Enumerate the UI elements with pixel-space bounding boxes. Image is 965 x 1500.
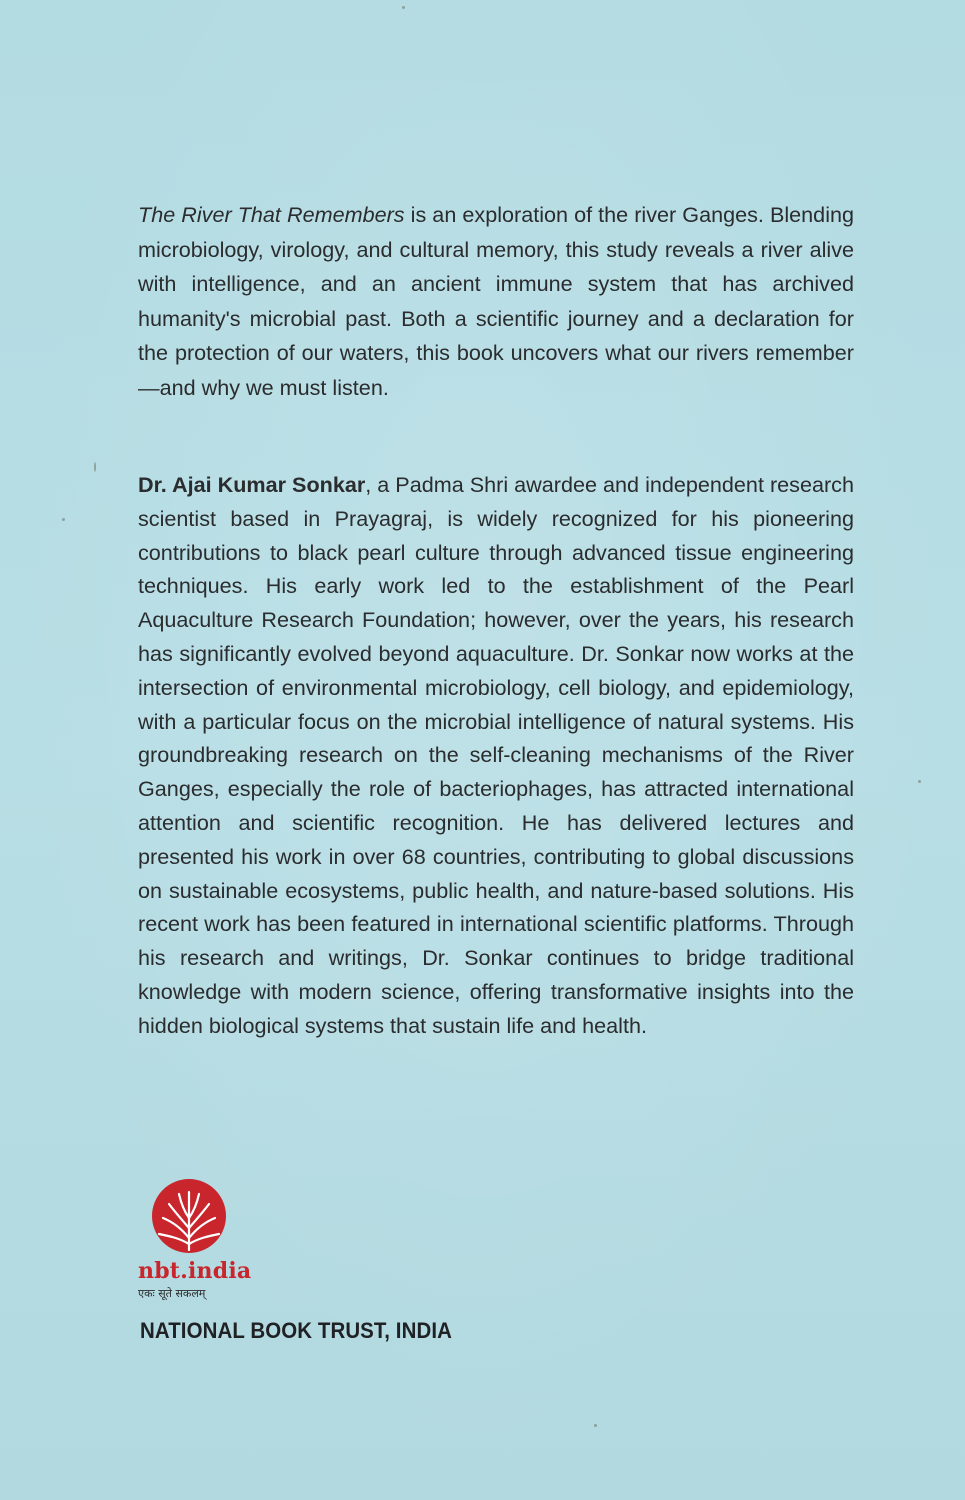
author-bio [138, 468, 854, 1043]
blurb-text: is an exploration of the river Ganges. Blending microbiology, virology, and cultural memory, this study reveals a river alive with intelligence, and an ancient immune system that has archived humanity's microbial past. Both a scientific journey and a declaration for the protection of our waters, this book uncovers what our rivers remember—and why we must listen. [138, 202, 855, 400]
paper-speck [94, 462, 96, 472]
tree-emblem-icon [151, 1178, 227, 1254]
paper-speck [918, 780, 921, 783]
paper-speck [62, 518, 65, 521]
publisher-logo [138, 1178, 278, 1308]
logo-tagline: एकः सूते सकलम् [138, 1287, 206, 1300]
author-bio-text: , a Padma Shri awardee and independent research scientist based in Prayagraj, is widely recognized for his pioneering contributions to black pearl culture through advanced tissue engineering techniques. His early work led to the establishment of the Pearl Aquaculture Research Foundation; however, over the years, his research has significantly evolved beyond aquaculture. Dr. Sonkar now works at the intersection of environmental microbiology, cell biology, and epidemiology, with a particular focus on the microbial intelligence of natural systems. His groundbreaking research on the self-cleaning mechanisms of the River Ganges, especially the role of bacteriophages, has attracted international attention and scientific recognition. He has delivered lectures and presented his work in over 68 countries, contributing to global discussions on sustainable ecosystems, public health, and nature-based solutions. His recent work has been featured in international scientific platforms. Through his research and writings, Dr. Sonkar continues to bridge traditional knowledge with modern science, offering transformative insights into the hidden biological systems that sustain life and health. [138, 472, 854, 1038]
author-name: Dr. Ajai Kumar Sonkar [138, 472, 366, 497]
paper-speck [402, 6, 405, 9]
paper-speck [594, 1424, 597, 1427]
publisher-name: NATIONAL BOOK TRUST, INDIA [140, 1318, 452, 1343]
book-title: The River That Remembers [138, 202, 405, 227]
logo-wordmark: nbt.india [138, 1258, 252, 1284]
book-blurb [138, 198, 854, 406]
